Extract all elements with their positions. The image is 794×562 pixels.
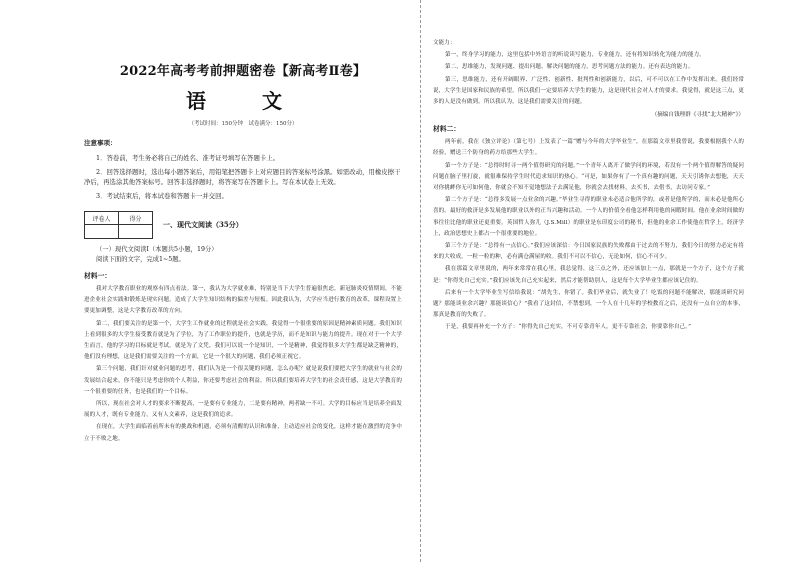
- material-2-paragraph: 我在那篇文章里说的，两年来常常在我心里，我总觉得，这三点之外，还应该加上一点，那就是一个方子，这个方子就是：“你得先自己充实。”我们应该先自己充实起来，然后才能帮助别人，这是每个大学毕业生都应该记住的。: [433, 266, 744, 284]
- material-1-source: （摘编自钱理群《寻找“北大精神”》）: [651, 112, 744, 119]
- material-2-paragraph: 于是，我要再补充一个方子：“你得先自己充实，不可专靠青年人，更不专靠社会，你要靠你自己。”: [445, 324, 692, 331]
- score-table-score-header: 得分: [119, 212, 153, 225]
- material-1-paragraph: 我对大学教育职业的观察有四点看法。第一，我认为大学就业难，特别是当下大学生普遍很焦虑，新冠肺炎疫情期间，不能进企业社会实践和锻炼是现实问题，造成了大学生知识结构的偏差与短板。因此我认为，大学应当进行教育的改革，课程设置上要更加调整，这是大学教育改革的方向。: [84, 286, 402, 315]
- subsection-heading: （一）现代文阅读Ⅰ（本题共5小题，19分）: [96, 246, 218, 253]
- note-item: 2．回答选择题时，选出每小题答案后，用铅笔把答题卡上对应题目的答案标号涂黑。如需改动，用橡皮擦干净后，再选涂其他答案标号。回答非选择题时，将答案写在答题卡上。写在本试卷上无效。: [84, 168, 401, 186]
- note-item: 3．考试结束后，将本试卷和答题卡一并交回。: [96, 192, 228, 200]
- right-paragraph: 第二，思维能力，发现问题、提出问题、解决问题的能力，思考问题方法的能力。还有表达的能力。: [445, 64, 694, 71]
- reading-instruction: 阅读下面的文字，完成1~5题。: [96, 256, 185, 263]
- material-2-paragraph: 第三个方子是：“总得有一点信心。”我们应该深信：今日国家民族的失败都由于过去的不努力，我们今日的努力必定有将来的大收成。一粒一粒的种，必有满仓满屋的收。我们不可以不信心，无论如何，信心不可少。: [433, 243, 744, 261]
- score-table-score-cell: [119, 225, 153, 239]
- exam-info: （考试时间：150分钟 试卷满分：150分）: [188, 121, 298, 127]
- score-row: [84, 211, 402, 239]
- material-2-paragraph: 两年前，我在《独立评论》（第七号）上发表了一篇“赠与今年的大学毕业生”，在那篇文章里我曾说，我要根据我个人的经验，赠送三个防身的药方给那些大学生。: [433, 139, 744, 157]
- exam-subject: 语 文: [186, 89, 300, 113]
- material-2-paragraph: 第一个方子是：“总得时时寻一两个值得研究的问题。”一个青年人离开了做学问的环境，若没有一个两个值得解答的疑问问题在脑子里打旋，就很难保持学生时代追求知识的热心。“可是，如果你有了一个真有趣的问题，天天引诱你去想他，天天对你挑衅你无可如何他，你就会不知不觉地想法子去满足他，你就会去找材料，去买书，去借书，去访问专家。”: [433, 162, 744, 192]
- right-column: [420, 0, 794, 562]
- score-table: [84, 211, 153, 239]
- material-2-label: 材料二：: [433, 125, 461, 134]
- notes-heading: 注意事项：: [84, 139, 117, 147]
- right-paragraph: 第三，思维能力，还有开阔眼界、广泛性、创新性、批判性和创新能力，以后，可不可以在工作中发挥出来。我们经常说，大学生是国家和民族的希望，所以我们一定要培养大学生的能力，这是现代社会对人才的要求。我觉得，就是这三点，更多的人是没有做到。所以我认为，这是我们需要关注的问题。: [433, 76, 744, 106]
- material-2-paragraph: 后来有一个大学毕业生写信给我说：“胡先生，你错了。我们毕业后，就失业了！吃饭的问题不能解决，那能谈研究问题？那能谈业余兴趣？那能谈信心？”我看了这封信，不禁想到，一个人在十几年的学校教育之后，还没有一点自立的本事，那真是教育的失败了。: [433, 289, 744, 319]
- material-1-paragraph: 在现在，大学生面临着前所未有的挑战和机遇，必须有清醒的认识和准备，主动适应社会的变化，这样才能在激烈的竞争中立于不败之地。: [84, 424, 402, 442]
- section-heading: 一、现代文阅读（35分）: [163, 220, 243, 229]
- score-table-grader-cell: [85, 225, 119, 239]
- material-1-paragraph: 所以，现在社会对人才的要求不断提高，一是要有专业能力，二是要有精神，两者缺一不可。大学的目标应当是培养全面发展的人才，既有专业能力，又有人文素养，这是我们的追求。: [84, 401, 402, 419]
- material-1-paragraph: 第二，我们要关注的是第一个，大学生工作就业的过程就是社会实践，我觉得一个很重要的原因是精神素质问题。我们知识上看到很多的大学生接受教育就是为了学位，为了工作职位的提升，也就是学历，而不是知识与能力的提升。现在对于一个大学生而言，他的学习的目标就是考试，就是为了文凭，我们可以说一个是知识，一个是精神，我觉得很多大学生都是缺乏精神的，他们没有理想，这是我们需要关注的一个方面，它是一个很大的问题，我们必须正视它。: [84, 320, 402, 361]
- exam-title: 2022年高考考前押题密卷【新高考Ⅱ卷】: [119, 64, 367, 79]
- right-paragraph: 第一，终身学习的能力，这里包括中外语言的听说读写能力，专业能力，还有将知识转化为能力的能力。: [445, 52, 705, 59]
- continued-text: 文能力：: [433, 40, 456, 46]
- material-2-paragraph: 第二个方子是：“总得多发展一点业余的兴趣。”毕业生寻得的职业未必适合他所学的，或者是他所学的，而未必是他所心喜的。最好的救济是多发展他的职业以外的正当兴趣和活动。一个人的价值全看他怎样利用他的闲暇时间。他在业余时间做的事往往比他的职业还更重要。英国哲人弥儿（J.S.Mill）的职业是东印度公司的秘书，但他的业余工作使他在哲学上，经济学上，政治思想史上都占一个很重要的地位。: [433, 197, 744, 237]
- note-item: 1．答卷前，考生务必将自己的姓名、准考证号填写在答题卡上。: [96, 154, 280, 162]
- material-1-paragraph: 第三个问题，我们针对就业问题的思考，我们认为是一个很关键的问题，怎么办呢？就是说我们要把大学生的就业与社会的发展结合起来，你不能只是考虑你的个人利益，你还要考虑社会的利益。所以我们要培养大学生的社会责任感，这是大学教育的一个很重要的任务，也是我们的一个目标。: [84, 366, 402, 395]
- material-1-label: 材料一：: [84, 272, 112, 280]
- score-table-grader-header: 评卷人: [85, 212, 119, 225]
